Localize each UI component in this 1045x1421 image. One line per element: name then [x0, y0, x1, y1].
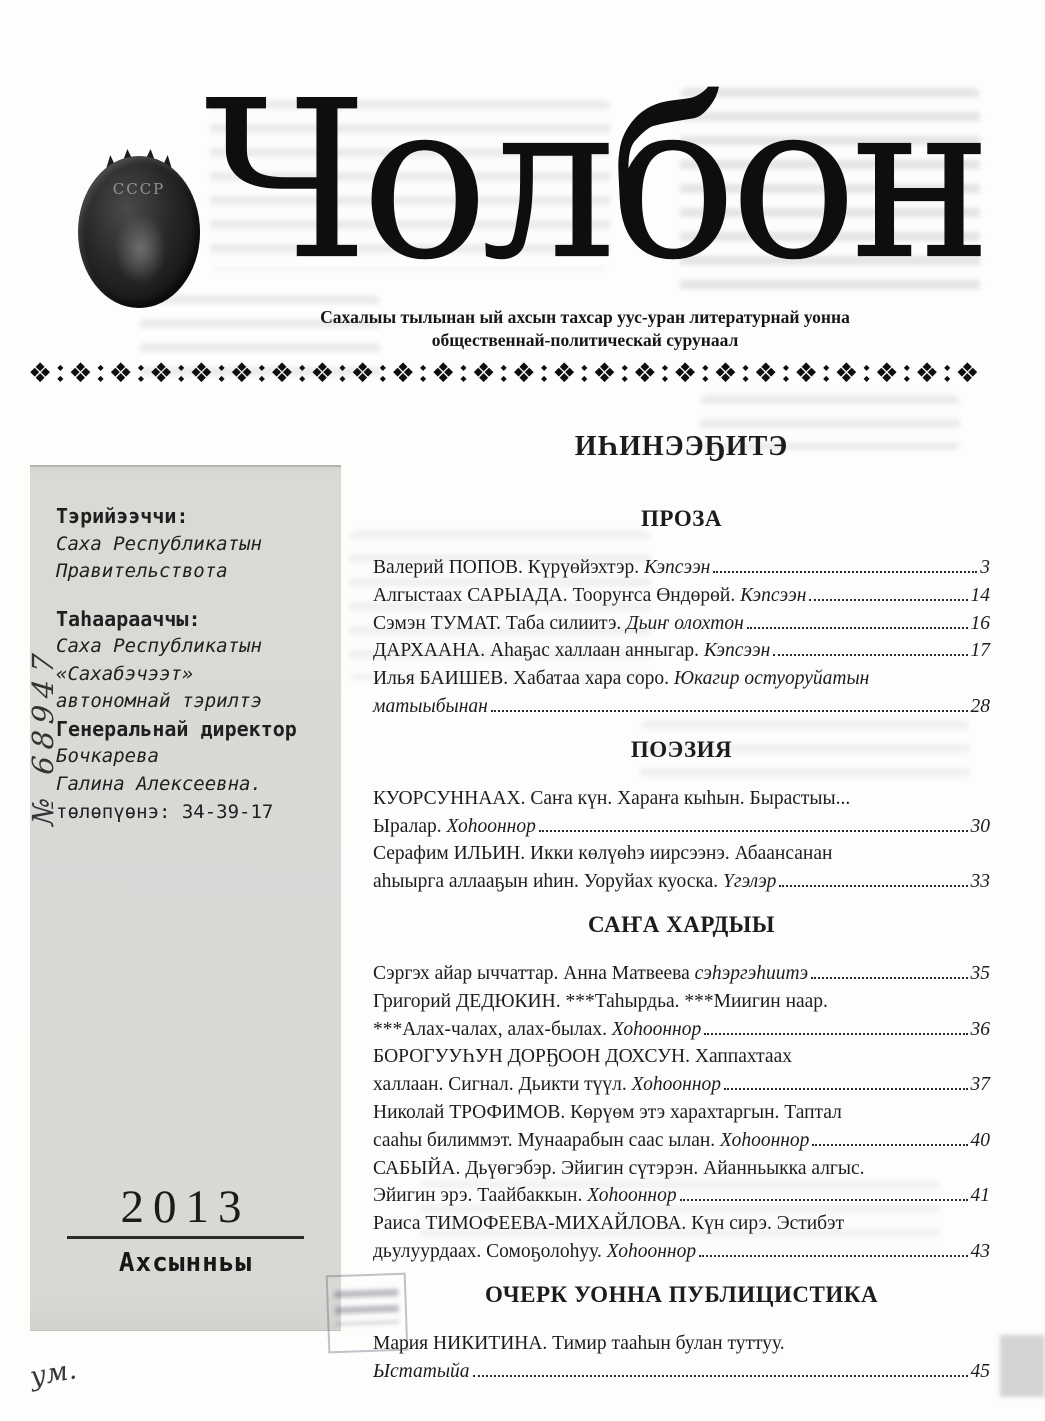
panel-text-line: Саха Республикатын [56, 532, 262, 555]
publisher-info-panel [30, 465, 341, 1331]
issue-year: 2013 [120, 1181, 251, 1233]
publisher-lines [56, 633, 331, 716]
dot-leader [491, 710, 968, 712]
dot-leader [809, 599, 967, 601]
table-of-contents [373, 430, 990, 1385]
entry-text: Валерий ПОПОВ. Күрүөйэхтэр. Кэпсээн [373, 557, 711, 578]
entry-text: Раиса ТИМОФЕЕВА-МИХАЙЛОВА. Күн сирэ. Эстибэт [373, 1213, 844, 1235]
panel-text-line: Галина Алексеевна. [56, 772, 262, 795]
diamond-minor-icon: ◆ ◆ [944, 362, 951, 383]
diamond-cluster-icon: ❖ [229, 357, 254, 389]
year-divider [67, 1236, 304, 1239]
dot-leader [724, 1088, 967, 1090]
diamond-minor-icon: ◆ ◆ [460, 362, 467, 383]
diamond-minor-icon: ◆ ◆ [218, 362, 225, 383]
entry-text: Григорий ДЕДЮКИН. ***Таһырдьа. ***Миигин наар. [373, 990, 828, 1012]
toc-entry [373, 1330, 990, 1386]
director-label: Генеральнай директор [56, 716, 297, 741]
diamond-minor-icon: ◆ ◆ [903, 362, 910, 383]
page-number: 30 [970, 815, 990, 837]
dot-leader [779, 885, 967, 887]
entry-text: ДАРХААНА. Аһаҕас халлаан анныгар. Кэпсээн [373, 640, 771, 662]
entry-text: дьулуурдаах. Сомоҕолоһуу. Хоһооннор [373, 1240, 697, 1262]
diamond-minor-icon: ◆ ◆ [500, 362, 507, 383]
dot-leader [539, 830, 968, 832]
page-number: 33 [970, 871, 990, 893]
section-heading: ПРОЗА [641, 506, 722, 531]
dot-leader [699, 1255, 967, 1257]
diamond-minor-icon: ◆ ◆ [702, 362, 709, 383]
diamond-cluster-icon: ❖ [68, 357, 93, 389]
toc-entry [373, 1210, 990, 1266]
toc-entry [373, 1155, 990, 1211]
diamond-minor-icon: ◆ ◆ [258, 362, 265, 383]
toc-entry [373, 1043, 990, 1099]
diamond-minor-icon: ◆ ◆ [420, 362, 427, 383]
diamond-cluster-icon: ❖ [431, 357, 456, 389]
diamond-cluster-icon: ❖ [673, 357, 698, 389]
diamond-minor-icon: ◆ ◆ [581, 362, 588, 383]
diamond-cluster-icon: ❖ [28, 357, 53, 389]
diamond-cluster-icon: ❖ [592, 357, 617, 389]
dot-leader [773, 654, 967, 656]
page-number: 37 [970, 1074, 990, 1096]
diamond-minor-icon: ◆ ◆ [97, 362, 104, 383]
page-number: 45 [970, 1360, 990, 1382]
dot-leader [704, 1033, 967, 1035]
dot-leader [680, 1199, 968, 1201]
toc-section [373, 910, 990, 1266]
toc-entry [373, 637, 990, 665]
entry-text: САБЫЙА. Дьүөгэбэр. Эйигин сүтэрэн. Айанньыкка алгыс. [373, 1157, 865, 1179]
dot-leader [811, 977, 967, 979]
entry-text: БОРОГУУҺУН ДОРҔООН ДОХСУН. Хаппахтаах [373, 1046, 792, 1068]
entry-text: Сэргэх айар ыччаттар. Анна Матвеева сэһэргэһиитэ [373, 962, 809, 984]
magazine-title: Чолбон [204, 53, 985, 308]
subtitle-line-2: общественнай-политическай сурунаал [431, 330, 739, 350]
toc-entry [373, 665, 990, 721]
page-number: 43 [970, 1240, 990, 1262]
page-number: 16 [970, 612, 990, 634]
page-number: 17 [970, 640, 990, 662]
entry-text: КУОРСУННААХ. Саҥа күн. Хараҥа кыһын. Бырастыы... [373, 787, 851, 809]
panel-text-line: «Сахабэчээт» [56, 662, 194, 685]
panel-text-line: автономнай тэрилтэ [56, 690, 262, 712]
page-number: 41 [970, 1185, 990, 1207]
toc-entry [373, 840, 990, 896]
emblem-text: СССР [112, 180, 166, 198]
toc-entry [373, 785, 990, 841]
diamond-minor-icon: ◆ ◆ [823, 362, 830, 383]
diamond-minor-icon: ◆ ◆ [299, 362, 306, 383]
entry-text: матыыбынан [373, 695, 488, 717]
emblem-figure-icon [115, 214, 166, 284]
diamond-cluster-icon: ❖ [350, 357, 375, 389]
diamond-minor-icon: ◆ ◆ [863, 362, 870, 383]
entry-text: сааһы билиммэт. Мунаарабын саас ылан. Хоһооннор [373, 1129, 810, 1151]
diamond-minor-icon: ◆ ◆ [621, 362, 628, 383]
entry-text: Серафим ИЛЬИН. Икки көлүөһэ иирсээнэ. Абаансанан [373, 843, 833, 865]
toc-entry [373, 988, 990, 1044]
diamond-cluster-icon: ❖ [390, 357, 416, 389]
diamond-cluster-icon: ❖ [955, 357, 980, 389]
entry-text: Эйигин эрэ. Таайбаккын. Хоһооннор [373, 1185, 677, 1207]
page-number: 3 [980, 557, 990, 578]
diamond-minor-icon: ◆ ◆ [540, 362, 548, 383]
issue-month: Ахсынньы [118, 1248, 253, 1278]
section-heading: САҤА ХАРДЫЫ [588, 911, 775, 937]
toc-entry [373, 610, 990, 638]
inventory-number-handwritten: № 68947 [26, 645, 60, 827]
diamond-minor-icon: ◆ ◆ [339, 362, 346, 383]
diamond-cluster-icon: ❖ [713, 357, 738, 389]
dot-leader [713, 571, 977, 573]
section-heading: ОЧЕРК УОННА ПУБЛИЦИСТИКА [484, 1281, 879, 1307]
entry-text: ***Алах-чалах, алах-былах. Хоһооннор [373, 1018, 702, 1040]
diamond-minor-icon: ◆ ◆ [137, 362, 144, 383]
subtitle-line-1: Сахалыы тылынан ый ахсын тахсар уус-уран литературнай уонна [320, 307, 850, 327]
toc-entry [373, 960, 990, 988]
diamond-cluster-icon: ❖ [793, 357, 819, 389]
entry-text: Илья БАИШЕВ. Хабатаа хара соро. Юкагир остуоруйатын [373, 668, 870, 690]
diamond-cluster-icon: ❖ [914, 357, 940, 389]
section-heading: ПОЭЗИЯ [630, 736, 733, 762]
page-number: 14 [970, 584, 990, 606]
contents-heading: ИҺИНЭЭҔИТЭ [574, 431, 789, 462]
diamond-cluster-icon: ❖ [148, 357, 174, 389]
panel-text-line: Бочкарева [56, 745, 159, 767]
diamond-cluster-icon: ❖ [108, 357, 133, 389]
toc-entry [373, 554, 990, 582]
emblem-logo [78, 156, 200, 308]
diamond-minor-icon: ◆ ◆ [661, 362, 669, 383]
page-number: 40 [970, 1129, 990, 1151]
phone-line: төлөпүөнэ: 34-39-17 [56, 801, 274, 823]
diamond-cluster-icon: ❖ [310, 357, 335, 389]
diamond-cluster-icon: ❖ [552, 357, 577, 389]
toc-section [373, 735, 990, 896]
director-lines [56, 743, 331, 798]
entry-text: Николай ТРОФИМОВ. Көрүөм этэ харахтаргын. Таптал [373, 1101, 842, 1123]
diamond-cluster-icon: ❖ [269, 357, 295, 389]
page-number: 28 [970, 695, 990, 717]
issue-block [30, 1180, 341, 1278]
founder-label: Тэрийээччи: [56, 504, 189, 528]
entry-text: халлаан. Сигнал. Дьикти түүл. Хоһооннор [373, 1074, 722, 1096]
entry-text: Ыстатыйа [373, 1360, 470, 1382]
dot-leader [812, 1144, 967, 1146]
diamond-minor-icon: ◆ ◆ [57, 362, 64, 383]
page-number: 36 [970, 1018, 990, 1040]
diamond-cluster-icon: ❖ [632, 357, 657, 389]
diamond-minor-icon: ◆ ◆ [742, 362, 749, 383]
diamond-cluster-icon: ❖ [753, 357, 778, 389]
diamond-cluster-icon: ❖ [874, 357, 899, 389]
diamond-ornament-border [28, 353, 980, 393]
founder-lines [56, 531, 331, 586]
diamond-minor-icon: ◆ ◆ [379, 362, 386, 383]
dot-leader [473, 1375, 968, 1377]
page-number: 35 [970, 962, 990, 984]
handwritten-initials: ум. [27, 1354, 79, 1393]
diamond-cluster-icon: ❖ [189, 357, 214, 389]
diamond-minor-icon: ◆ ◆ [178, 362, 185, 383]
magazine-subtitle [280, 306, 890, 352]
entry-text: Ыралар. Хоһооннор [373, 815, 536, 837]
panel-text-line: Саха Республикатын [56, 635, 262, 657]
entry-text: Мария НИКИТИНА. Тимир тааһын булан туттуу. [373, 1332, 785, 1354]
publisher-label: Таһаарааччы: [56, 606, 201, 631]
entry-text: аһыырга аллааҕын иһин. Уоруйах куоска. Үгэлэр [373, 871, 777, 893]
entry-text: Алгыстаах САРЫАДА. Тооруҥса Өндөрөй. Кэпсээн [373, 584, 807, 606]
toc-sections [373, 504, 990, 1385]
diamond-cluster-icon: ❖ [471, 357, 496, 389]
toc-entry [373, 1099, 990, 1155]
diamond-cluster-icon: ❖ [511, 357, 536, 389]
toc-entry [373, 582, 990, 610]
diamond-minor-icon: ◆ ◆ [782, 362, 789, 383]
diamond-cluster-icon: ❖ [834, 357, 859, 389]
scan-edge-smudge [1000, 1335, 1045, 1397]
panel-text-line: Правительствота [56, 560, 228, 582]
toc-section [373, 504, 990, 721]
dot-leader [747, 627, 968, 629]
entry-text: Сэмэн ТУМАТ. Таба силиитэ. Дьиҥ олохтон [373, 612, 744, 634]
toc-section [373, 1280, 990, 1386]
